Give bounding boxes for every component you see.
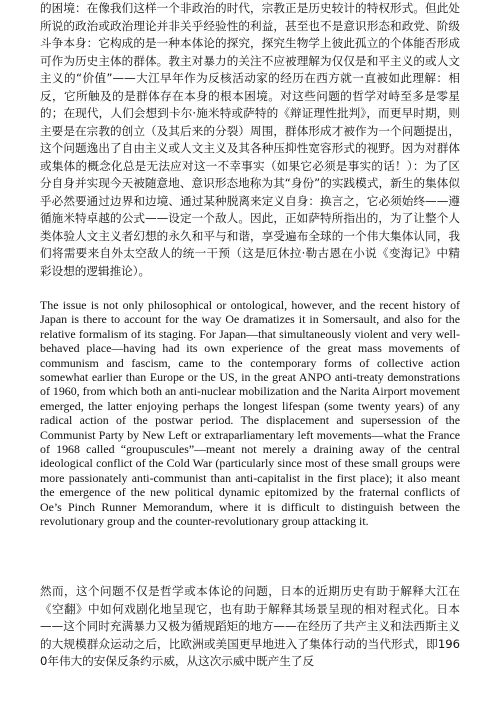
paragraph-english: The issue is not only philosophical or ontological, however, and the recent history of Japan is there to account for the way Oe dramatizes it in Somersault, and also for the relative formalism of its staging. For Japan—that simultaneously violent and very well-behaved place—having had its own experience of the great mass movements of communism and fascism, came to the contemporary forms of collective action somewhat earlier than Europe or the US, in the great ANPO anti-treaty demonstrations of 1960, from which both an anti-nuclear mobilization and the Narita Airport movement emerged, the latter enjoying perhaps the longest lifespan (some twenty years) of any radical action of the postwar period. The displacement and supersession of the Communist Party by New Left or extraparliamentary left movements—what the France of 1968 called “groupuscules”—meant not merely a draining away of the central ideological conflict of the Cold War (particularly since most of these small groups were more passionately anti-communist than anti-capitalist in the first place); it also meant the emergence of the new political dynamic epitomized by the fraternal conflicts of Oe’s Pinch Runner Memorandum, where it is difficult to distinguish between the revolutionary group and the counter-revolutionary group attacking it. [40, 298, 460, 529]
paragraph-chinese-2: 然而，这个问题不仅是哲学或本体论的问题，日本的近期历史有助于解释大江在《空翻》中如何戏剧化地呈现它，也有助于解释其场景呈现的相对程式化。日本——这个同时充满暴力又极为循规蹈矩的地方——在经历了共产主义和法西斯主义的大规模群众运动之后，比欧洲或美国更早地进入了集体行动的当代形式，即1960年伟大的安保反条约示威，从这次示威中既产生了反 [40, 584, 460, 668]
document-page [40, 0, 460, 706]
paragraph-chinese-1: 的困境：在像我们这样一个非政治的时代，宗教正是历史较计的特权形式。但此处所说的政治或政治理论并非关乎经验性的利益，甚至也不是意识形态和政党、阶级斗争本身：它构成的是一种本体论的探究，探究生物学上彼此孤立的个体能否形成可作为历史主体的群体。教主对暴力的关注不应被理解为仅仅是和平主义的或人文主义的“价值”——大江早年作为反核活动家的经历在西方就一直被如此理解：相反，它所触及的是群体存在本身的根本困境。对这些问题的哲学对峙至多是零星的；在现代，人们会想到卡尔·施米特或萨特的《辩证理性批判》，而更早时期，则主要是在宗教的创立（及其后来的分裂）周围，群体形成才被作为一个问题提出，这个问题逸出了自由主义或人文主义及其各种压抑性宽容形式的视野。因为对群体或集体的概念化总是无法应对这一不幸事实（如果它必须是事实的话！）：为了区分自身并实现今天被随意地、意识形态地称为其“身份”的实践模式，新生的集体似乎必然要通过边界和边境、通过某种脱离来定义自身：换言之，它必须始终——遵循施米特卓越的公式——设定一个敌人。因此，正如萨特所指出的，为了让整个人类体验人文主义者幻想的永久和平与和谐，享受遍布全球的一个伟大集体认同，我们将需要来自外太空敌人的统一干预（这是厄休拉·勒古恩在小说《变海记》中精彩设想的逻辑推论）。 [40, 1, 460, 278]
